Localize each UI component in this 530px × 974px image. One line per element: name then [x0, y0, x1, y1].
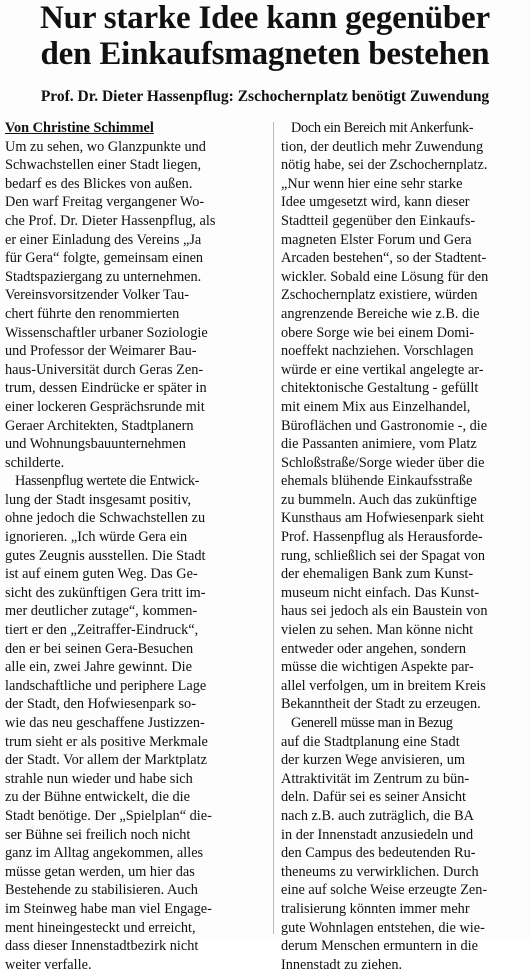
- article-text-line: Stadt benötige. Der „Spielplan“ die-: [5, 807, 212, 824]
- article-text-line: den er bei seinen Gera-Besuchen: [5, 640, 194, 657]
- article-text-line: noeffekt nachziehen. Vorschlagen: [281, 343, 474, 360]
- article-text-line: rung, schließlich sei der Spagat von: [281, 547, 486, 564]
- article-text-line: tion, der deutlich mehr Zuwendung: [281, 138, 484, 155]
- article-text-line: der Stadt. Vor allem der Marktplatz: [5, 752, 207, 769]
- article-text-line: zu bummeln. Auch das zukünftige: [281, 491, 477, 508]
- article-text-line: nach z.B. auch zuträglich, die BA: [281, 807, 474, 824]
- headline-line-1: Nur starke Idee kann gegenüber: [40, 0, 490, 36]
- article-text-line: würde er eine vertikal angelegte ar-: [281, 361, 484, 378]
- article-text-line: bedarf es des Blickes von außen.: [5, 175, 193, 192]
- article-text-line: ganz im Alltag angekommen, alles: [5, 845, 204, 862]
- author-byline: Von Christine Schimmel: [5, 120, 154, 136]
- article-text-line: gute Wohnlagen entstehen, die wie-: [281, 919, 485, 936]
- right-column: [281, 119, 525, 974]
- article-text-line: Arcaden bestehen“, so der Stadtent-: [281, 250, 487, 267]
- article-text-line: Vereinsvorsitzender Volker Tau-: [5, 287, 190, 304]
- headline-line-2: den Einkaufsmagneten bestehen: [40, 36, 490, 72]
- article-text-line: Schwachstellen einer Stadt liegen,: [5, 157, 202, 174]
- article-text-line: chert führte den renommierten: [5, 305, 180, 322]
- article-text-line: ohne jedoch die Schwachstellen zu: [5, 510, 206, 527]
- article-text-line: che Prof. Dr. Dieter Hassenpflug, als: [5, 212, 216, 229]
- article-text-line: und Wohnungsbauunternehmen: [5, 436, 186, 453]
- article-text-line: Wissenschaftler urbaner Soziologie: [5, 324, 208, 341]
- article-text-line: Büroflächen und Gastronomie -, die: [281, 417, 488, 434]
- article-text-line: wickler. Sobald eine Lösung für den: [281, 268, 489, 285]
- article-text-line: trum, dessen Eindrücke er später in: [5, 380, 207, 397]
- article-text-line: Prof. Hassenpflug als Herausforde-: [281, 529, 483, 546]
- article-text-line: sicht des zukünftigen Gera tritt im-: [5, 584, 206, 601]
- article-text-line: Um zu sehen, wo Glanzpunkte und: [5, 138, 206, 155]
- article-text-line: haus sei jedoch als ein Baustein von: [281, 603, 488, 620]
- article-text-line: Bestehende zu stabilisieren. Auch: [5, 882, 198, 899]
- article-text-line: Attraktivität im Zentrum zu bün-: [281, 770, 470, 787]
- article-text-line: museum nicht einfach. Das Kunst-: [281, 584, 480, 601]
- article-text-line: Den warf Freitag vergangener Wo-: [5, 194, 205, 211]
- article-text-line: mit einem Mix aus Einzelhandel,: [281, 398, 471, 415]
- article-text-line: zu der Bühne entwickelt, die die: [5, 789, 191, 806]
- article-text-line: haus-Universität durch Geras Zen-: [5, 361, 204, 378]
- article-text-line: mer deutlicher zutage“, kommen-: [5, 603, 198, 620]
- article-text-line: Generell müsse man in Bezug: [291, 715, 453, 731]
- article-text-line: Kunsthaus am Hofwiesenpark sieht: [281, 510, 484, 527]
- article-text-line: müsse getan werden, um hier das: [5, 863, 195, 880]
- article-text-line: für Gera“ folgte, gemeinsam einen: [5, 250, 204, 267]
- article-text-line: ehemals blühende Einkaufsstraße: [281, 473, 473, 490]
- article-text-line: tiert er den „Zeitraffer-Eindruck“,: [5, 622, 199, 639]
- article-text-line: „Nur wenn hier eine sehr starke: [281, 175, 463, 192]
- article-text-line: Schloßstraße/Sorge wieder über die: [281, 454, 485, 471]
- article-text-line: in der Innenstadt anzusiedeln und: [281, 826, 474, 843]
- article-text-line: dass dieser Innenstadtbezirk nicht: [5, 938, 199, 955]
- article-text-line: tralisierung könnten immer mehr: [281, 900, 470, 917]
- article-text-line: er einer Einladung des Vereins „Ja: [5, 231, 202, 248]
- article-text-line: deln. Dafür sei es seiner Ansicht: [281, 789, 467, 806]
- article-text-line: vielen zu sehen. Man könne nicht: [281, 622, 474, 639]
- article-text-line: theneums zu verwirklichen. Durch: [281, 863, 479, 880]
- article-text-line: einer lockeren Gesprächsrunde mit: [5, 398, 205, 415]
- article-text-line: magneten Elster Forum und Gera: [281, 231, 472, 248]
- article-text-line: ment hineingesteckt und erreicht,: [5, 919, 196, 936]
- article-text-line: strahle nun wieder und habe sich: [5, 770, 193, 787]
- article-text-line: ist auf einem guten Weg. Das Ge-: [5, 566, 198, 583]
- article-text-line: Innenstadt zu ziehen.: [281, 956, 403, 973]
- article-text-line: Stadtteil gegenüber den Einkaufs-: [281, 212, 476, 229]
- article-text-line: der kurzen Wege anvisieren, um: [281, 752, 465, 769]
- article-text-line: gutes Zeugnis ausstellen. Die Stadt: [5, 547, 206, 564]
- article-text-line: trum sieht er als positive Merkmale: [5, 733, 208, 750]
- article-text-line: derum Menschen ermuntern in die: [281, 938, 478, 955]
- article-text-line: obere Sorge wie bei einem Domi-: [281, 324, 475, 341]
- article-text-line: und Professor der Weimarer Bau-: [5, 343, 197, 360]
- article-text-line: der Stadt, den Hofwiesenpark so-: [5, 696, 196, 713]
- article-text-line: auf die Stadtplanung eine Stadt: [281, 733, 460, 750]
- article-text-line: angrenzende Bereiche wie z.B. die: [281, 305, 480, 322]
- article-text-line: eine auf solche Weise erzeugte Zen-: [281, 882, 488, 899]
- article-text-line: im Steinweg habe man viel Engage-: [5, 900, 212, 917]
- article-text-line: den Campus des bedeutenden Ru-: [281, 845, 476, 862]
- article-text-line: Bekanntheit der Stadt zu erzeugen.: [281, 696, 481, 713]
- column-divider: [273, 122, 274, 934]
- article-text-line: alle ein, zwei Jahre gewinnt. Die: [5, 659, 192, 676]
- article-text-line: Idee umgesetzt wird, kann dieser: [281, 194, 470, 211]
- article-text-line: Geraer Architekten, Stadtplanern: [5, 417, 194, 434]
- article-headline: [8, 0, 522, 72]
- article-text-line: müsse die wichtigen Aspekte par-: [281, 659, 474, 676]
- left-column: [5, 119, 266, 974]
- article-text-line: entweder oder angehen, sondern: [281, 640, 466, 657]
- article-text-line: nötig habe, sei der Zschochernplatz.: [281, 157, 488, 174]
- article-text-line: ignorieren. „Ich würde Gera ein: [5, 529, 188, 546]
- article-text-line: landschaftliche und periphere Lage: [5, 677, 207, 694]
- article-text-line: ser Bühne sei freilich noch nicht: [5, 826, 191, 843]
- article-text-line: der ehemaligen Bank zum Kunst-: [281, 566, 474, 583]
- article-text-line: lung der Stadt insgesamt positiv,: [5, 491, 192, 508]
- article-text-line: die Passanten animiere, vom Platz: [281, 436, 477, 453]
- article-text-line: chitektonische Gestaltung - gefüllt: [281, 380, 479, 397]
- article-text-line: Stadtspaziergang zu unternehmen.: [5, 268, 202, 285]
- article-text-line: schilderte.: [5, 454, 65, 471]
- article-text-line: allel verfolgen, um in breitem Kreis: [281, 677, 486, 694]
- article-text-line: Doch ein Bereich mit Ankerfunk-: [291, 120, 474, 136]
- article-text-line: weiter verfalle.: [5, 956, 92, 973]
- article-subheadline: Prof. Dr. Dieter Hassenpflug: Zschochernplatz benötigt Zuwendung: [40, 88, 490, 105]
- article-text-line: Zschochernplatz existiere, würden: [281, 287, 478, 304]
- article-text-line: wie das neu geschaffene Justizzen-: [5, 715, 205, 731]
- article-text-line: Hassenpflug wertete die Entwick-: [15, 473, 200, 490]
